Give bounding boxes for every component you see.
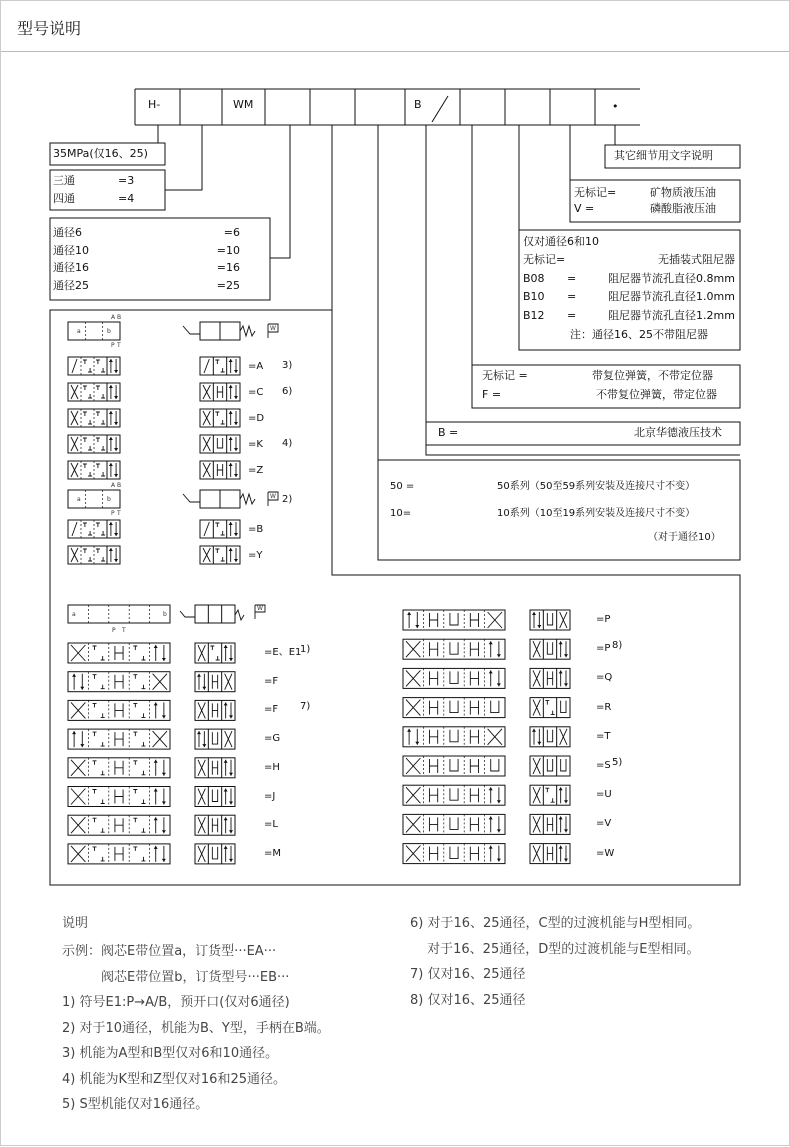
notes-title: 说明 [62,916,89,931]
spool-symbol [68,700,170,720]
size-label: 通径25 [53,278,89,292]
port-label: b [107,328,111,335]
spring-desc: 不带复位弹簧，带定位器 [596,388,717,401]
spool-symbol-short [200,357,240,375]
port-label: W [270,325,276,332]
fluid-code: V = [574,202,595,215]
spool-symbol-positions [68,322,120,340]
symbol-code: =J [264,790,276,802]
spool-symbol-short [200,383,240,401]
symbol-note: 7) [300,701,311,713]
port-label: B [117,314,122,321]
spool-symbol [68,815,170,835]
brand-code: B = [438,426,459,439]
spool-symbol [403,727,505,747]
damper-desc: 阻尼器节流孔直径1.0mm [608,290,735,303]
spool-symbol [68,729,170,749]
spool-symbol [68,520,120,538]
symbol-code: =B [248,524,264,535]
spring-code: 无标记 = [482,369,528,382]
symbol-code: =S [596,760,611,771]
symbol-code: =U [596,789,612,801]
port-label: P [111,510,115,517]
code-slash [432,96,448,122]
damper-desc: 阻尼器节流孔直径0.8mm [608,271,735,285]
symbol-code: =C [248,387,264,398]
symbol-note: 5) [612,757,623,768]
spool-symbol-short [195,815,235,835]
spool-symbol [403,610,505,630]
code-cell-h: H- [148,98,161,111]
damper-title: 仅对通径6和10 [523,235,599,248]
note-line: 8) 仅对16、25通径 [410,992,526,1008]
port-label: B [117,482,122,489]
size-label: 通径10 [53,243,89,257]
damper-code: B10 [523,290,545,303]
note-line: 3) 机能为A型和B型仅对6和10通径。 [62,1046,279,1061]
port-label: T [122,627,126,634]
spool-symbol-short [195,672,235,692]
port-label: P [111,342,115,349]
page-title: 型号说明 [17,19,82,38]
damper-desc: 阻尼器节流孔直径1.2mm [608,308,735,322]
port-label: A [111,482,116,489]
spool-symbol-short [530,668,570,688]
note-line: 5) S型机能仅对16通径。 [62,1097,209,1112]
symbol-code: =P [596,643,611,655]
size-value: =6 [223,226,240,239]
spool-symbol-short [200,435,240,453]
note-line: 示例：阀芯E带位置a，订货型···EA··· [62,944,277,959]
symbol-code: =T [596,730,611,742]
spool-symbol-positions [68,490,120,508]
spool-symbol-short [530,639,570,659]
symbol-code: =E、E1 [264,647,302,658]
symbol-note: 8) [612,640,623,652]
spool-symbol-short [530,698,570,718]
spool-symbol-short [530,814,570,834]
symbol-note: 6) [282,386,293,397]
symbol-code: =F [264,675,279,687]
spool-symbol [68,672,170,692]
symbol-code: =M [264,847,282,859]
note-line: 阀芯E带位置b，订货型号···EB··· [62,969,290,985]
spool-symbol [403,785,505,805]
spool-symbol [403,756,505,776]
spring-desc: 带复位弹簧，不带定位器 [592,369,713,382]
spool-symbol [68,435,120,453]
valve-positions-symbol [200,490,240,508]
other-details: 其它细节用文字说明 [614,149,713,162]
series-desc: 10系列（10至19系列安装及连接尺寸不变） [497,508,696,519]
spool-symbol [68,409,120,427]
series-note: （对于通径10） [648,532,721,543]
damper-code: B12 [523,308,545,322]
damper-desc: 无插装式阻尼器 [658,253,735,266]
code-cell-wm: WM [233,98,254,111]
spool-symbol-short [195,758,235,778]
ways-label-3: 三通 [53,174,75,187]
ways-value-4: =4 [118,192,135,205]
symbol-note: 4) [282,438,293,449]
valve-positions-symbol [195,605,235,623]
ways-value-3: =3 [118,174,135,187]
damper-code: 无标记= [523,253,566,266]
port-label: W [270,493,276,500]
symbol-code: =K [248,439,263,450]
code-row-outline [135,89,640,125]
code-cell-dot: • [612,100,619,113]
spool-symbol [68,546,120,564]
fluid-desc: 磷酸脂液压油 [650,202,716,215]
spool-symbol [68,383,120,401]
symbol-code: =F [264,704,279,716]
ways-label-4: 四通 [53,192,75,205]
symbol-code: =P [596,614,611,625]
spool-symbol-short [200,520,240,538]
port-label: b [163,611,167,618]
note-line: 对于16、25通径，D型的过渡机能与E型相同。 [410,941,700,957]
spool-symbol-short [530,610,570,630]
spool-symbol [403,639,505,659]
spool-symbol [403,698,505,718]
symbol-code: =A [248,361,264,372]
symbol-note: 1) [300,644,311,655]
spool-symbol-short [530,785,570,805]
spool-symbol [68,758,170,778]
symbol-note: 3) [282,360,293,371]
pressure-option: 35MPa(仅16、25) [53,147,148,160]
spool-symbol-positions [68,605,170,623]
symbol-code: =G [264,733,281,745]
spool-symbol [403,844,505,864]
port-label: a [72,611,76,618]
symbol-code: =Z [248,465,264,476]
spool-symbol [68,787,170,807]
size-value: =16 [216,261,240,274]
size-label: 通径16 [53,261,89,274]
port-label: a [77,496,81,503]
spool-symbol-short [530,844,570,864]
spool-symbol-short [195,643,235,663]
spool-symbol-short [195,787,235,807]
symbol-code: =W [596,847,615,859]
symbol-code: =Q [596,672,613,684]
symbol-note: 2) [282,494,293,505]
spool-symbol [403,814,505,834]
note-line: 7) 仅对16、25通径 [410,967,526,982]
series-code: 10= [390,508,412,519]
code-cell-b: B [414,98,422,111]
port-label: b [107,496,111,503]
spool-symbol [403,668,505,688]
damper-eq: = [567,271,577,285]
spool-symbol-short [200,409,240,427]
damper-note: 注：通径16、25不带阻尼器 [570,328,708,341]
note-line: 1) 符号E1:P→A/B，预开口(仅对6通径) [62,995,290,1010]
spool-symbol-short [195,729,235,749]
damper-code: B08 [523,271,545,285]
spool-symbol-short [530,727,570,747]
note-line: 2) 对于10通径，机能为B、Y型，手柄在B端。 [62,1020,330,1036]
series-code: 50 = [390,481,415,492]
spool-symbol-short [530,756,570,776]
spool-symbol [68,357,120,375]
spring-code: F = [482,388,502,401]
size-label: 通径6 [53,226,82,239]
fluid-code: 无标记= [574,186,617,199]
spool-symbol-short [195,844,235,864]
spool-symbol [68,844,170,864]
size-value: =25 [216,278,240,292]
spool-symbol [68,461,120,479]
series-desc: 50系列（50至59系列安装及连接尺寸不变） [497,481,696,492]
port-label: P [112,627,116,634]
spool-symbol-short [195,700,235,720]
port-label: A [111,314,116,321]
size-value: =10 [216,243,240,257]
note-line: 6) 对于16、25通径，C型的过渡机能与H型相同。 [410,916,701,931]
valve-positions-symbol [200,322,240,340]
port-label: a [77,328,81,335]
symbol-code: =H [264,761,280,773]
symbol-code: =L [264,819,278,831]
port-label: T [117,342,121,349]
brand-desc: 北京华德液压技术 [634,426,722,439]
symbol-code: =R [596,701,612,713]
damper-eq: = [567,308,577,322]
note-line: 4) 机能为K型和Z型仅对16和25通径。 [62,1071,286,1087]
symbol-code: =V [596,818,612,830]
port-label: T [117,510,121,517]
fluid-desc: 矿物质液压油 [650,186,716,199]
spool-symbol-short [200,546,240,564]
spool-symbol [68,643,170,663]
symbol-code: =Y [248,550,263,561]
damper-eq: = [567,290,577,303]
spool-symbol-short [200,461,240,479]
port-label: W [257,605,263,612]
symbol-code: =D [248,413,265,424]
